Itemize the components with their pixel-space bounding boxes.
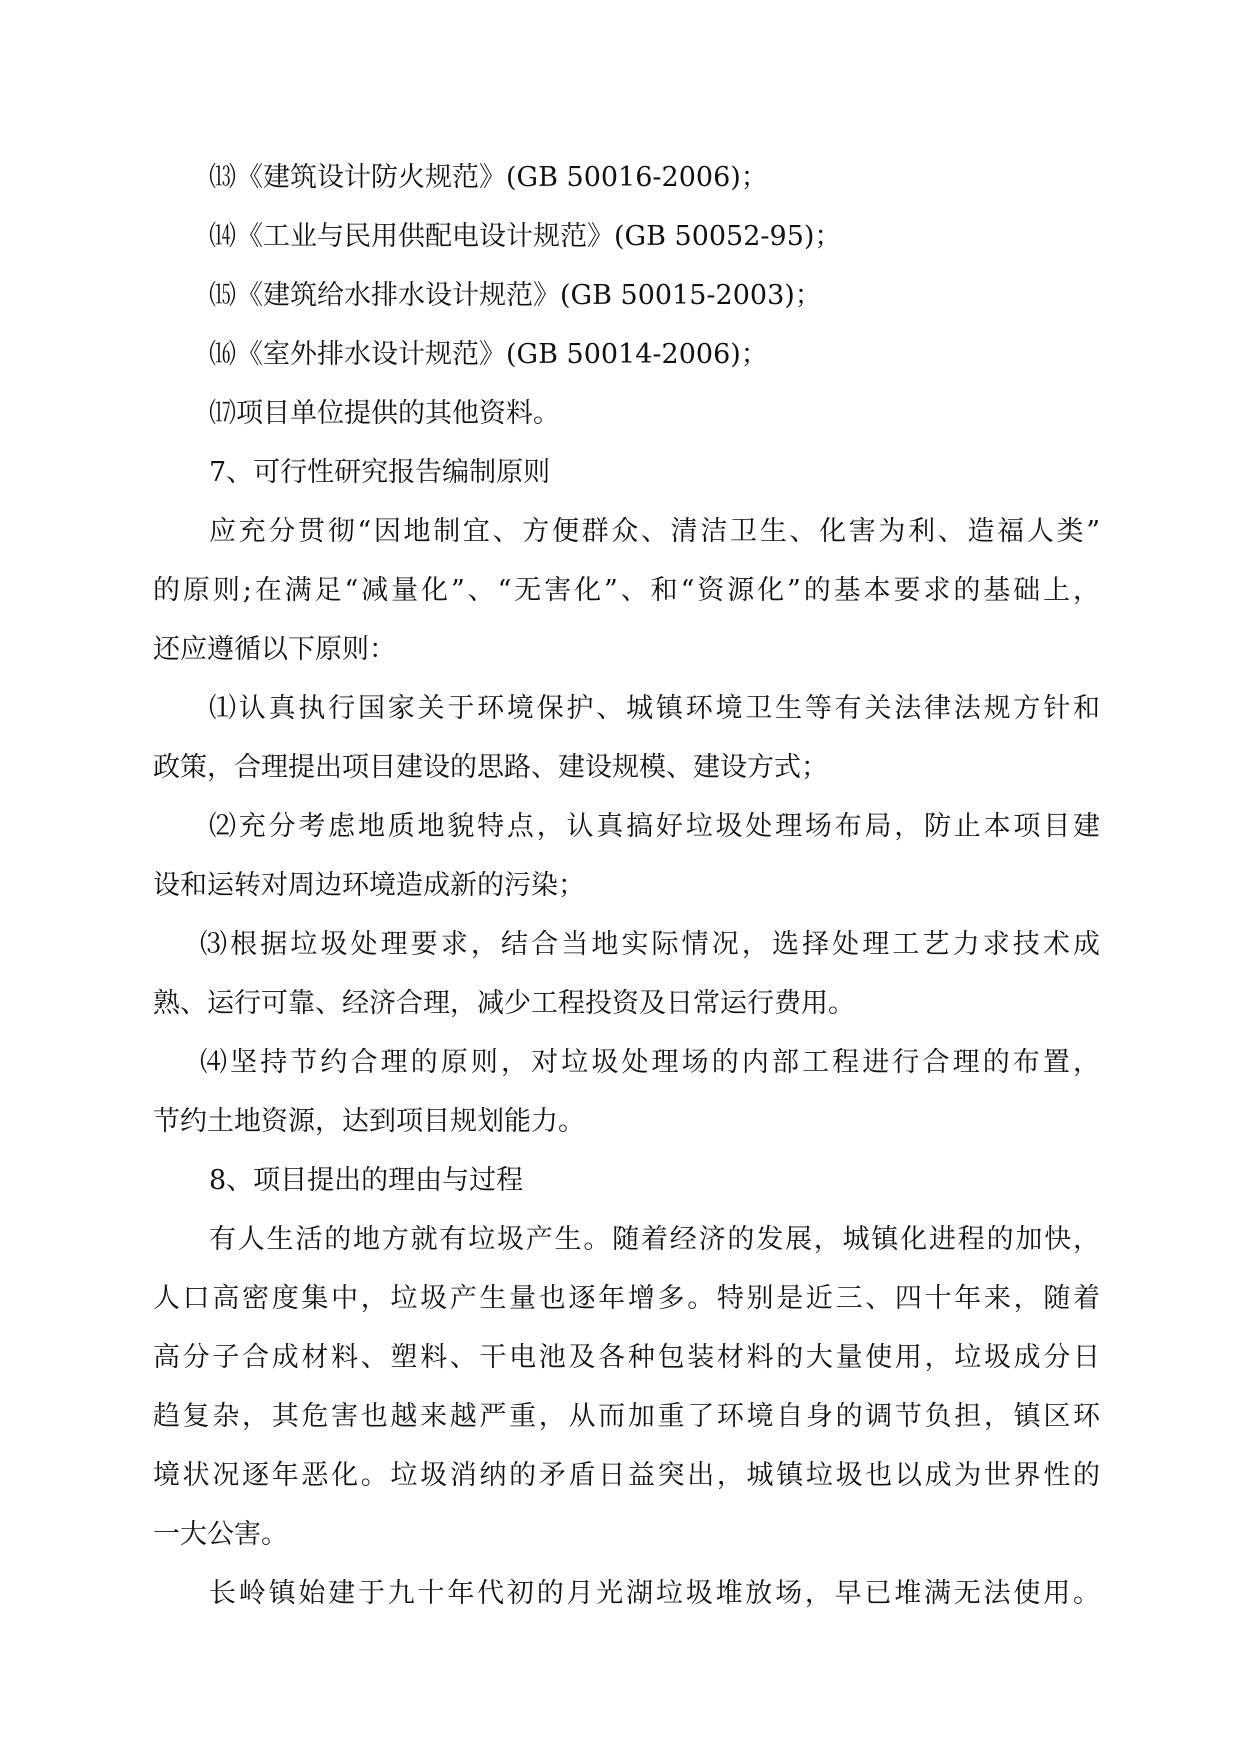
section-7-heading: 7、可行性研究报告编制原则 [209,457,551,488]
reference-item-14: ⒁《工业与民用供配电设计规范》(GB 50052-95)； [209,221,842,252]
reference-item-15: ⒂《建筑给水排水设计规范》(GB 50015-2003)； [209,280,822,311]
section-8-paragraph-line: 境状况逐年恶化。垃圾消纳的矛盾日益突出，城镇垃圾也以成为世界性的 [153,1460,1100,1491]
section-8-paragraph-line: 高分子合成材料、塑料、干电池及各种包装材料的大量使用，垃圾成分日 [153,1342,1100,1373]
principle-4-line: 节约土地资源，达到项目规划能力。 [153,1106,585,1137]
section-7-intro-line: 应充分贯彻“因地制宜、方便群众、清洁卫生、化害为利、造福人类” [209,516,1100,547]
section-7-intro-line: 的原则;在满足“减量化”、“无害化”、和“资源化”的基本要求的基础上， [153,575,1100,606]
section-8-paragraph-line: 有人生活的地方就有垃圾产生。随着经济的发展，城镇化进程的加快， [209,1224,1100,1255]
principle-2-line: ⑵充分考虑地质地貌特点，认真搞好垃圾处理场布局，防止本项目建 [209,811,1100,842]
reference-item-13: ⒀《建筑设计防火规范》(GB 50016-2006)； [209,162,768,193]
section-8-heading: 8、项目提出的理由与过程 [209,1165,524,1196]
section-8-paragraph-line: 一大公害。 [153,1519,288,1550]
principle-1-line: ⑴认真执行国家关于环境保护、城镇环境卫生等有关法律法规方针和 [209,693,1100,724]
reference-item-17: ⒄项目单位提供的其他资料。 [209,398,560,429]
principle-1-line: 政策，合理提出项目建设的思路、建设规模、建设方式； [153,752,828,783]
section-8-paragraph-line: 人口高密度集中，垃圾产生量也逐年增多。特别是近三、四十年来，随着 [153,1283,1100,1314]
principle-2-line: 设和运转对周边环境造成新的污染； [153,870,585,901]
section-8-paragraph2-line: 长岭镇始建于九十年代初的月光湖垃圾堆放场，早已堆满无法使用。 [209,1578,1100,1609]
principle-3-line: ⑶根据垃圾处理要求，结合当地实际情况，选择处理工艺力求技术成 [200,929,1100,960]
principle-3-line: 熟、运行可靠、经济合理，减少工程投资及日常运行费用。 [153,988,855,1019]
section-7-intro-line: 还应遵循以下原则： [153,634,396,665]
principle-4-line: ⑷坚持节约合理的原则，对垃圾处理场的内部工程进行合理的布置， [200,1047,1100,1078]
section-8-paragraph-line: 趋复杂，其危害也越来越严重，从而加重了环境自身的调节负担，镇区环 [153,1401,1100,1432]
reference-item-16: ⒃《室外排水设计规范》(GB 50014-2006)； [209,339,768,370]
